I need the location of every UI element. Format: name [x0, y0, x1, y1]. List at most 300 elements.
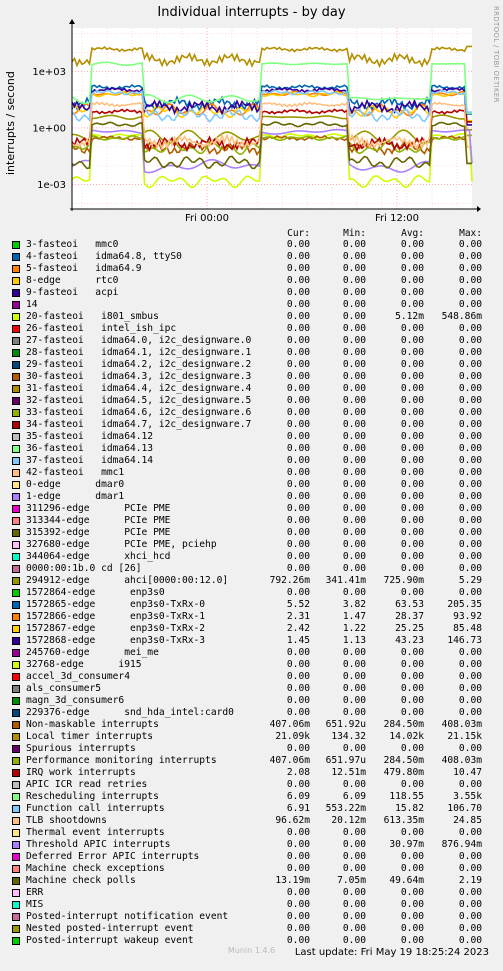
- legend-value-avg: 14.02k: [389, 731, 424, 742]
- legend-value-avg: 0.00: [400, 491, 424, 502]
- legend-value-min: 0.00: [342, 479, 366, 490]
- munin-version: Munin 1.4.6: [227, 946, 276, 955]
- legend-value-min: 0.00: [342, 275, 366, 286]
- legend-value-cur: 0.00: [286, 467, 310, 478]
- legend-value-avg: 0.00: [400, 695, 424, 706]
- legend-value-avg: 0.00: [400, 239, 424, 250]
- legend-value-max: 0.00: [458, 587, 482, 598]
- legend-value-avg: 43.23: [395, 635, 424, 646]
- legend-value-avg: 0.00: [400, 887, 424, 898]
- legend-value-min: 0.00: [342, 587, 366, 598]
- legend-row: [12, 395, 492, 407]
- legend-value-min: 12.51m: [331, 767, 366, 778]
- y-axis-label: interrupts / second: [4, 71, 17, 175]
- legend-value-cur: 0.00: [286, 899, 310, 910]
- legend-swatch: [12, 457, 20, 465]
- legend-value-max: 0.00: [458, 479, 482, 490]
- legend-value-max: 0.00: [458, 407, 482, 418]
- legend-value-avg: 0.00: [400, 347, 424, 358]
- legend-value-max: 0.00: [458, 551, 482, 562]
- legend-swatch: [12, 253, 20, 261]
- legend-value-cur: 0.00: [286, 563, 310, 574]
- legend-swatch: [12, 241, 20, 249]
- legend-label: Performance monitoring interrupts: [26, 755, 217, 766]
- legend-value-max: 0.00: [458, 443, 482, 454]
- legend-label: Local timer interrupts: [26, 731, 154, 742]
- legend-value-min: 0.00: [342, 515, 366, 526]
- legend-label: Machine check polls: [26, 875, 136, 886]
- legend-row: [12, 599, 492, 611]
- legend-label: 14: [26, 299, 38, 310]
- legend-swatch: [12, 721, 20, 729]
- legend-row: [12, 863, 492, 875]
- legend-value-min: 0.00: [342, 431, 366, 442]
- legend-swatch: [12, 541, 20, 549]
- legend-swatch: [12, 505, 20, 513]
- legend-swatch: [12, 853, 20, 861]
- legend-value-max: 0.00: [458, 455, 482, 466]
- x-tick-label: Fri 12:00: [375, 213, 419, 224]
- legend-row: [12, 455, 492, 467]
- legend-value-min: 553.22m: [325, 803, 366, 814]
- legend-value-avg: 5.12m: [395, 311, 424, 322]
- legend-swatch: [12, 877, 20, 885]
- legend-swatch: [12, 277, 20, 285]
- legend-value-cur: 0.00: [286, 527, 310, 538]
- legend-row: [12, 647, 492, 659]
- legend-value-avg: 15.82: [395, 803, 424, 814]
- rrdtool-watermark: RRDTOOL / TOBI OETIKER: [492, 6, 500, 103]
- legend-label: Deferred Error APIC interrupts: [26, 851, 200, 862]
- legend-value-max: 0.00: [458, 383, 482, 394]
- legend-column-header: Max:: [459, 228, 482, 239]
- legend-value-cur: 0.00: [286, 911, 310, 922]
- legend-value-cur: 0.00: [286, 251, 310, 262]
- legend-value-max: 93.92: [453, 611, 482, 622]
- legend-value-cur: 407.06m: [269, 719, 310, 730]
- legend-value-cur: 0.00: [286, 839, 310, 850]
- legend-value-avg: 63.53: [395, 599, 424, 610]
- legend-row: [12, 911, 492, 923]
- x-tick-label: Fri 00:00: [185, 213, 229, 224]
- legend-value-max: 0.00: [458, 263, 482, 274]
- legend-row: [12, 527, 492, 539]
- legend-value-avg: 0.00: [400, 899, 424, 910]
- legend-value-avg: 0.00: [400, 455, 424, 466]
- legend-value-avg: 0.00: [400, 323, 424, 334]
- legend-label: 313344-edge PCIe PME: [26, 515, 171, 526]
- legend-value-avg: 0.00: [400, 527, 424, 538]
- legend-swatch: [12, 817, 20, 825]
- legend-column-header: Min:: [343, 228, 366, 239]
- legend-row: [12, 779, 492, 791]
- legend-row: [12, 431, 492, 443]
- legend-swatch: [12, 649, 20, 657]
- legend-row: [12, 635, 492, 647]
- legend-value-cur: 0.00: [286, 239, 310, 250]
- legend-value-max: 0.00: [458, 911, 482, 922]
- legend-value-max: 5.29: [458, 575, 482, 586]
- legend-row: [12, 791, 492, 803]
- legend-value-cur: 0.00: [286, 419, 310, 430]
- legend-value-min: 0.00: [342, 407, 366, 418]
- legend-label: 5-fasteoi idma64.9: [26, 263, 142, 274]
- legend-swatch: [12, 937, 20, 945]
- legend-value-max: 205.35: [447, 599, 482, 610]
- legend-row: [12, 875, 492, 887]
- legend-value-avg: 0.00: [400, 647, 424, 658]
- legend-value-cur: 407.06m: [269, 755, 310, 766]
- legend-value-min: 0.00: [342, 899, 366, 910]
- legend-value-min: 0.00: [342, 503, 366, 514]
- legend-value-max: 548.86m: [441, 311, 482, 322]
- legend-value-avg: 0.00: [400, 779, 424, 790]
- legend-value-min: 1.13: [342, 635, 366, 646]
- legend-value-avg: 28.37: [395, 611, 424, 622]
- legend-label: 1572868-edge enp3s0-TxRx-3: [26, 635, 206, 646]
- legend-swatch: [12, 889, 20, 897]
- legend-value-cur: 0.00: [286, 491, 310, 502]
- legend-value-avg: 0.00: [400, 827, 424, 838]
- legend-value-max: 0.00: [458, 515, 482, 526]
- legend-value-max: 0.00: [458, 779, 482, 790]
- legend-value-max: 0.00: [458, 323, 482, 334]
- legend-row: [12, 899, 492, 911]
- legend-value-avg: 0.00: [400, 431, 424, 442]
- legend-swatch: [12, 565, 20, 573]
- legend-value-cur: 0.00: [286, 923, 310, 934]
- legend-label: Thermal event interrupts: [26, 827, 165, 838]
- legend-value-cur: 6.09: [286, 791, 310, 802]
- legend-value-cur: 0.00: [286, 887, 310, 898]
- legend-label: 8-edge rtc0: [26, 275, 119, 286]
- legend-label: 1572867-edge enp3s0-TxRx-2: [26, 623, 206, 634]
- legend-value-max: 10.47: [453, 767, 482, 778]
- legend-swatch: [12, 589, 20, 597]
- legend-value-min: 0.00: [342, 827, 366, 838]
- legend-label: 1-edge dmar1: [26, 491, 125, 502]
- legend-value-min: 0.00: [342, 383, 366, 394]
- legend-label: als_consumer5: [26, 683, 102, 694]
- legend-row: [12, 263, 492, 275]
- legend-value-min: 0.00: [342, 863, 366, 874]
- legend-row: [12, 731, 492, 743]
- legend-value-avg: 0.00: [400, 275, 424, 286]
- legend-value-min: 0.00: [342, 647, 366, 658]
- legend-label: 31-fasteoi idma64.4, i2c_designware.4: [26, 383, 252, 394]
- legend-label: Threshold APIC interrupts: [26, 839, 171, 850]
- legend-value-cur: 0.00: [286, 359, 310, 370]
- legend-value-max: 0.00: [458, 683, 482, 694]
- legend-value-min: 0.00: [342, 311, 366, 322]
- legend-value-avg: 0.00: [400, 515, 424, 526]
- legend-row: [12, 767, 492, 779]
- legend-swatch: [12, 373, 20, 381]
- legend-label: 315392-edge PCIe PME: [26, 527, 171, 538]
- legend-value-min: 0.00: [342, 347, 366, 358]
- legend-row: [12, 359, 492, 371]
- legend-value-max: 0.00: [458, 239, 482, 250]
- legend-value-min: 0.00: [342, 683, 366, 694]
- legend-value-max: 0.00: [458, 671, 482, 682]
- legend-value-max: 106.70: [447, 803, 482, 814]
- legend-value-max: 408.03m: [441, 719, 482, 730]
- legend-value-max: 0.00: [458, 491, 482, 502]
- legend-swatch: [12, 901, 20, 909]
- legend-value-avg: 0.00: [400, 671, 424, 682]
- legend-value-avg: 30.97m: [389, 839, 424, 850]
- legend-label: 36-fasteoi idma64.13: [26, 443, 154, 454]
- legend-value-min: 0.00: [342, 851, 366, 862]
- legend-value-max: 0.00: [458, 899, 482, 910]
- legend-row: [12, 743, 492, 755]
- legend-value-cur: 0.00: [286, 335, 310, 346]
- legend-swatch: [12, 361, 20, 369]
- legend-value-avg: 0.00: [400, 743, 424, 754]
- legend-swatch: [12, 493, 20, 501]
- legend-row: [12, 659, 492, 671]
- legend-value-min: 0.00: [342, 371, 366, 382]
- legend-value-cur: 0.00: [286, 827, 310, 838]
- legend-label: 229376-edge snd_hda_intel:card0: [26, 707, 234, 718]
- legend-swatch: [12, 745, 20, 753]
- legend-swatch: [12, 577, 20, 585]
- legend-swatch: [12, 661, 20, 669]
- legend-label: Non-maskable interrupts: [26, 719, 159, 730]
- legend-swatch: [12, 265, 20, 273]
- legend-value-min: 0.00: [342, 839, 366, 850]
- legend-value-max: 0.00: [458, 659, 482, 670]
- legend-row: [12, 611, 492, 623]
- legend-label: 4-fasteoi idma64.8, ttyS0: [26, 251, 182, 262]
- legend-value-max: 0.00: [458, 935, 482, 946]
- legend-value-min: 0.00: [342, 707, 366, 718]
- legend-swatch: [12, 841, 20, 849]
- legend-value-min: 0.00: [342, 467, 366, 478]
- legend-label: Nested posted-interrupt event: [26, 923, 194, 934]
- legend-swatch: [12, 289, 20, 297]
- legend-value-cur: 0.00: [286, 455, 310, 466]
- legend-label: 42-fasteoi mmc1: [26, 467, 125, 478]
- legend-value-avg: 0.00: [400, 359, 424, 370]
- legend-row: [12, 815, 492, 827]
- legend-row: [12, 851, 492, 863]
- legend-value-avg: 0.00: [400, 503, 424, 514]
- legend-value-cur: 0.00: [286, 539, 310, 550]
- legend-value-max: 0.00: [458, 371, 482, 382]
- legend-label: Function call interrupts: [26, 803, 165, 814]
- legend-label: Rescheduling interrupts: [26, 791, 159, 802]
- legend-swatch: [12, 481, 20, 489]
- legend-value-cur: 0.00: [286, 779, 310, 790]
- chart-canvas: [0, 0, 503, 225]
- legend-value-cur: 0.00: [286, 275, 310, 286]
- legend-label: 34-fasteoi idma64.7, i2c_designware.7: [26, 419, 252, 430]
- legend-value-avg: 284.50m: [383, 755, 424, 766]
- legend-value-min: 6.09: [342, 791, 366, 802]
- legend-value-max: 0.00: [458, 707, 482, 718]
- legend-label: MIS: [26, 899, 44, 910]
- legend-swatch: [12, 913, 20, 921]
- legend-row: [12, 251, 492, 263]
- legend-value-min: 0.00: [342, 443, 366, 454]
- legend-row: [12, 683, 492, 695]
- legend-label: 35-fasteoi idma64.12: [26, 431, 154, 442]
- legend-value-min: 651.97u: [325, 755, 366, 766]
- legend-row: [12, 335, 492, 347]
- legend-row: [12, 803, 492, 815]
- legend-column-header: Avg:: [401, 228, 424, 239]
- legend-swatch: [12, 349, 20, 357]
- legend-row: [12, 443, 492, 455]
- legend-value-avg: 284.50m: [383, 719, 424, 730]
- legend-row: [12, 419, 492, 431]
- legend-value-avg: 0.00: [400, 287, 424, 298]
- legend-value-avg: 0.00: [400, 851, 424, 862]
- legend-value-min: 0.00: [342, 527, 366, 538]
- legend-value-max: 876.94m: [441, 839, 482, 850]
- legend-value-cur: 0.00: [286, 671, 310, 682]
- legend-value-min: 0.00: [342, 911, 366, 922]
- legend-value-avg: 0.00: [400, 587, 424, 598]
- last-update: Last update: Fri May 19 18:25:24 2023: [294, 947, 489, 958]
- chart-title: Individual interrupts - by day: [157, 5, 346, 20]
- legend-value-max: 0.00: [458, 299, 482, 310]
- legend-value-cur: 2.08: [286, 767, 310, 778]
- legend-value-cur: 0.00: [286, 743, 310, 754]
- legend-row: [12, 575, 492, 587]
- legend-label: 27-fasteoi idma64.0, i2c_designware.0: [26, 335, 252, 346]
- legend-row: [12, 539, 492, 551]
- legend-swatch: [12, 829, 20, 837]
- legend-value-max: 0.00: [458, 395, 482, 406]
- legend-value-avg: 0.00: [400, 707, 424, 718]
- legend-row: [12, 371, 492, 383]
- x-axis-arrow: [477, 206, 481, 212]
- legend-label: 1572864-edge enp3s0: [26, 587, 165, 598]
- legend-value-min: 651.92u: [325, 719, 366, 730]
- legend-value-avg: 0.00: [400, 479, 424, 490]
- legend-row: [12, 407, 492, 419]
- legend-row: [12, 347, 492, 359]
- legend-row: [12, 623, 492, 635]
- legend-swatch: [12, 697, 20, 705]
- legend-value-cur: 0.00: [286, 551, 310, 562]
- legend-value-cur: 0.00: [286, 695, 310, 706]
- legend-value-max: 0.00: [458, 647, 482, 658]
- legend-value-cur: 0.00: [286, 659, 310, 670]
- legend-value-max: 85.48: [453, 623, 482, 634]
- legend-value-min: 134.32: [331, 731, 366, 742]
- legend-row: [12, 299, 492, 311]
- legend-value-cur: 0.00: [286, 935, 310, 946]
- legend-value-avg: 0.00: [400, 419, 424, 430]
- legend-value-cur: 0.00: [286, 647, 310, 658]
- legend-row: [12, 503, 492, 515]
- legend-value-max: 0.00: [458, 827, 482, 838]
- legend-swatch: [12, 637, 20, 645]
- legend-value-cur: 13.19m: [275, 875, 310, 886]
- y-tick-label: 1e-03: [37, 179, 66, 191]
- legend-value-min: 0.00: [342, 551, 366, 562]
- y-tick-label: 1e+00: [32, 123, 66, 135]
- legend-value-min: 341.41m: [325, 575, 366, 586]
- legend-value-max: 0.00: [458, 539, 482, 550]
- legend-value-avg: 0.00: [400, 335, 424, 346]
- legend-value-max: 0.00: [458, 419, 482, 430]
- legend-value-avg: 49.64m: [389, 875, 424, 886]
- legend-label: 245760-edge mei_me: [26, 647, 159, 658]
- legend-value-avg: 613.35m: [383, 815, 424, 826]
- legend-value-min: 0.00: [342, 323, 366, 334]
- legend-swatch: [12, 409, 20, 417]
- legend-value-min: 0.00: [342, 251, 366, 262]
- legend-value-max: 0.00: [458, 923, 482, 934]
- legend-row: [12, 311, 492, 323]
- legend-value-min: 20.12m: [331, 815, 366, 826]
- legend-value-avg: 725.90m: [383, 575, 424, 586]
- legend-swatch: [12, 517, 20, 525]
- legend-value-max: 0.00: [458, 527, 482, 538]
- legend-value-max: 0.00: [458, 335, 482, 346]
- legend-value-avg: 479.80m: [383, 767, 424, 778]
- legend-row: [12, 695, 492, 707]
- legend-row: [12, 467, 492, 479]
- legend-value-max: 24.85: [453, 815, 482, 826]
- legend-value-min: 0.00: [342, 239, 366, 250]
- legend-value-cur: 0.00: [286, 383, 310, 394]
- legend-label: magn_3d_consumer6: [26, 695, 125, 706]
- legend-swatch: [12, 385, 20, 393]
- legend-value-max: 0.00: [458, 359, 482, 370]
- legend-value-cur: 0.00: [286, 587, 310, 598]
- legend-swatch: [12, 733, 20, 741]
- legend-value-min: 0.00: [342, 923, 366, 934]
- y-axis-arrow: [69, 19, 75, 24]
- legend-value-cur: 0.00: [286, 431, 310, 442]
- legend-label: 32768-edge i915: [26, 659, 142, 670]
- legend-value-cur: 0.00: [286, 395, 310, 406]
- legend-value-cur: 0.00: [286, 503, 310, 514]
- legend-value-cur: 2.31: [286, 611, 310, 622]
- legend-row: [12, 755, 492, 767]
- legend-row: [12, 515, 492, 527]
- legend-label: 37-fasteoi idma64.14: [26, 455, 154, 466]
- legend-value-avg: 0.00: [400, 371, 424, 382]
- legend-swatch: [12, 313, 20, 321]
- legend-swatch: [12, 433, 20, 441]
- legend-value-min: 0.00: [342, 287, 366, 298]
- legend-swatch: [12, 769, 20, 777]
- legend-label: 26-fasteoi intel_ish_ipc: [26, 323, 177, 334]
- legend-row: [12, 275, 492, 287]
- legend-value-min: 0.00: [342, 395, 366, 406]
- legend-value-avg: 0.00: [400, 467, 424, 478]
- legend-row: [12, 491, 492, 503]
- legend-value-cur: 0.00: [286, 851, 310, 862]
- legend-value-cur: 0.00: [286, 863, 310, 874]
- legend-value-avg: 0.00: [400, 911, 424, 922]
- legend-swatch: [12, 925, 20, 933]
- legend-value-cur: 0.00: [286, 299, 310, 310]
- legend-column-header: Cur:: [287, 228, 310, 239]
- legend-value-max: 146.73: [447, 635, 482, 646]
- legend-value-min: 1.22: [342, 623, 366, 634]
- legend-value-avg: 0.00: [400, 407, 424, 418]
- legend-row: [12, 671, 492, 683]
- legend-value-avg: 0.00: [400, 251, 424, 262]
- legend-row: [12, 383, 492, 395]
